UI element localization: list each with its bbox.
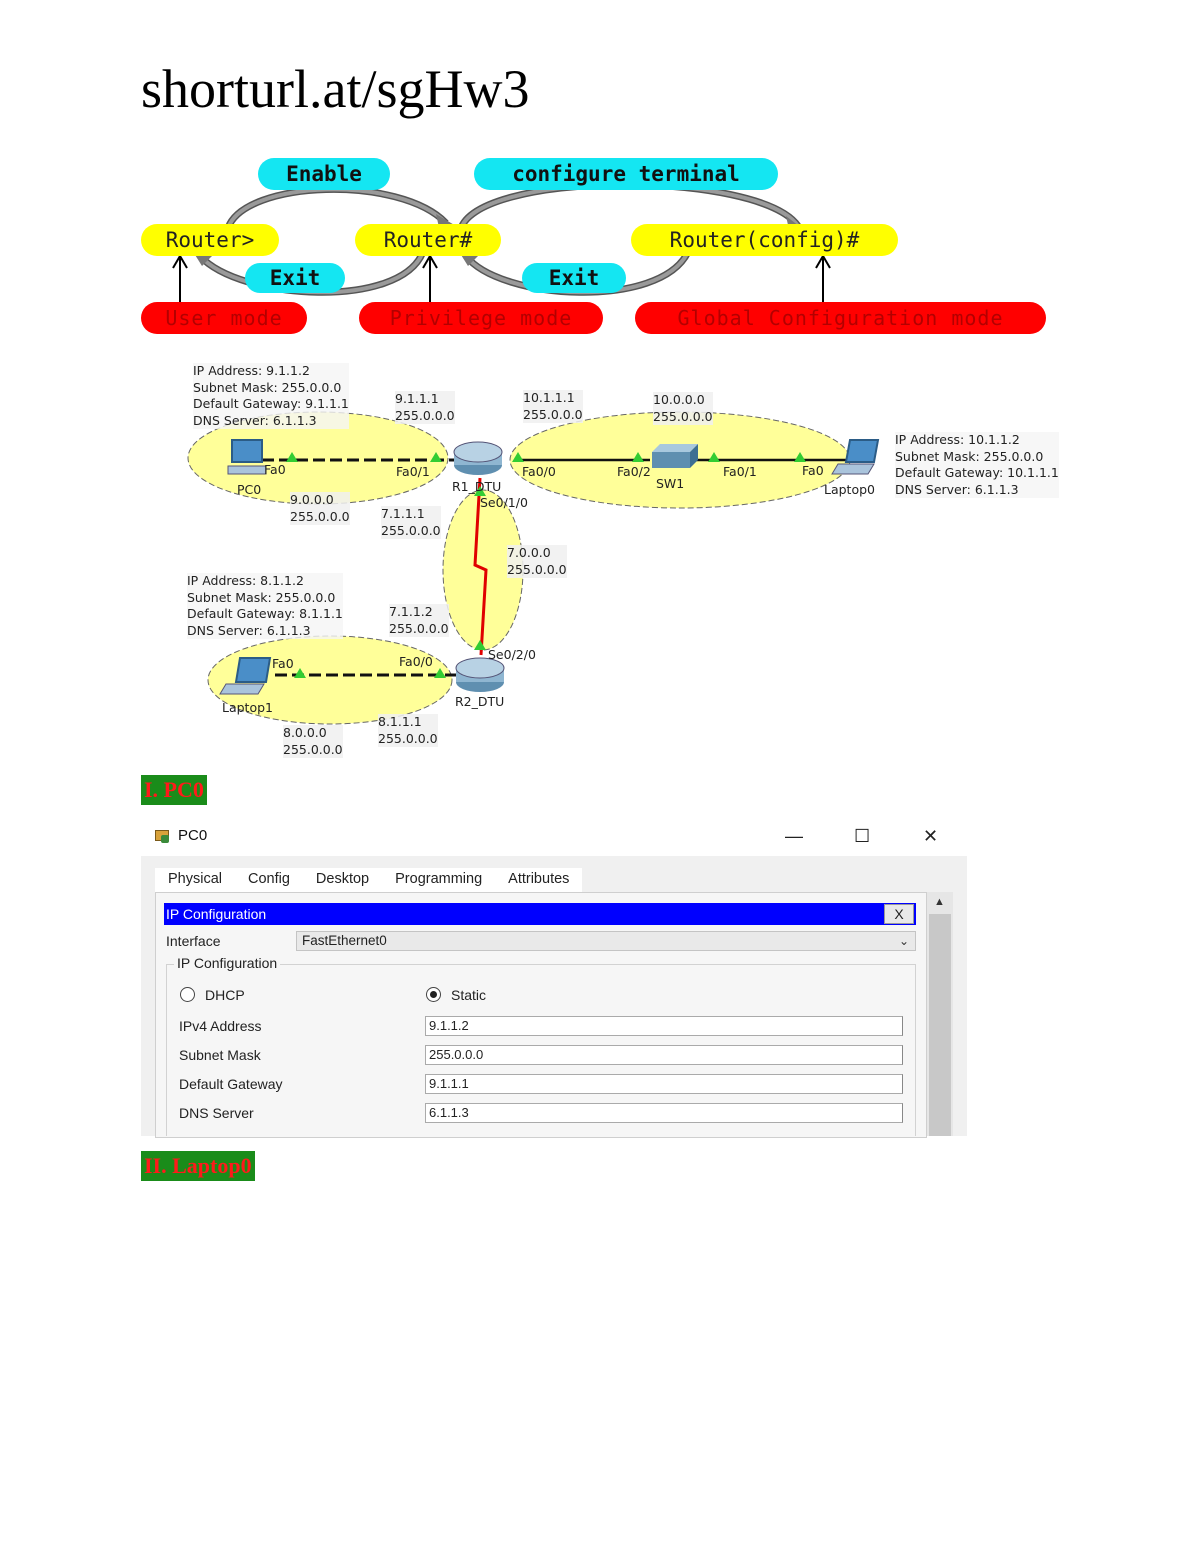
subnet-mask-label: Subnet Mask (179, 1047, 261, 1063)
laptop1-label: Laptop1 (222, 700, 273, 715)
section-heading-pc0: I. PC0 (141, 775, 207, 805)
laptop1-ip-note: IP Address: 8.1.1.2 Subnet Mask: 255.0.0.0 Default Gateway: 8.1.1.1 DNS Server: 6.1.1.3 (187, 573, 343, 638)
r1-fa01-port-label: Fa0/1 (396, 464, 430, 479)
close-window-button[interactable]: ✕ (923, 826, 939, 846)
tab-config[interactable]: Config (248, 871, 290, 887)
page-title: shorturl.at/sgHw3 (141, 59, 530, 119)
vertical-scrollbar[interactable] (927, 892, 953, 1136)
tab-desktop[interactable]: Desktop (303, 868, 382, 892)
default-gateway-field[interactable]: 9.1.1.1 (425, 1074, 903, 1094)
r1-serial-ip-label: 7.1.1.1 255.0.0.0 (381, 506, 441, 538)
subnet-mask-field[interactable]: 255.0.0.0 (425, 1045, 903, 1065)
tab-programming[interactable]: Programming (395, 871, 483, 887)
pc0-port-label: Fa0 (264, 462, 286, 477)
r2-label: R2_DTU (455, 694, 505, 709)
ip-config-close-button[interactable]: X (884, 904, 914, 924)
privilege-mode-label: Privilege mode (359, 302, 603, 334)
r2-fa00-port-label: Fa0/0 (399, 654, 433, 669)
sw1-label: SW1 (656, 476, 685, 491)
ipv4-address-label: IPv4 Address (179, 1018, 262, 1034)
exit-command-2: Exit (522, 263, 626, 293)
tab-physical[interactable]: Physical (168, 871, 222, 887)
pc-app-icon (153, 828, 171, 844)
network-9-label: 9.0.0.0 255.0.0.0 (290, 492, 350, 524)
minimize-button[interactable]: — (785, 826, 803, 846)
router-privilege-prompt: Router# (355, 224, 501, 256)
enable-command: Enable (258, 158, 390, 190)
dhcp-radio[interactable] (180, 987, 195, 1002)
user-mode-label: User mode (141, 302, 307, 334)
static-radio[interactable] (426, 987, 441, 1002)
r1-fa01-ip-label: 9.1.1.1 255.0.0.0 (395, 391, 455, 423)
section-heading-laptop0: II. Laptop0 (141, 1151, 255, 1181)
r1-serial-port-label: Se0/1/0 (480, 495, 528, 510)
r2-fa00-ip-label: 8.1.1.1 255.0.0.0 (378, 714, 438, 746)
window-title-bar (153, 827, 207, 844)
scroll-up-icon[interactable]: ▲ (934, 896, 945, 908)
laptop1-port-label: Fa0 (272, 656, 294, 671)
router-r1-icon (454, 442, 502, 475)
tab-attributes[interactable]: Attributes (508, 871, 570, 887)
switch-sw1-icon (652, 444, 698, 468)
static-label: Static (451, 987, 487, 1003)
dhcp-label: DHCP (205, 987, 245, 1003)
sw1-fa01-port-label: Fa0/1 (723, 464, 757, 479)
dns-server-label: DNS Server (179, 1105, 254, 1121)
interface-label: Interface (166, 933, 221, 949)
maximize-button[interactable]: ☐ (854, 826, 871, 846)
dns-server-field[interactable]: 6.1.1.3 (425, 1103, 903, 1123)
laptop0-port-label: Fa0 (802, 463, 824, 478)
scrollbar-thumb[interactable] (929, 914, 951, 1136)
network-10-label: 10.0.0.0 255.0.0.0 (653, 392, 713, 424)
router-user-prompt: Router> (141, 224, 279, 256)
pc0-icon (228, 440, 266, 474)
router-config-prompt: Router(config)# (631, 224, 898, 256)
window-title: PC0 (178, 827, 208, 844)
laptop0-ip-note: IP Address: 10.1.1.2 Subnet Mask: 255.0.0.0 Default Gateway: 10.1.1.1 DNS Server: 6.1.1.3 (895, 432, 1059, 497)
global-configuration-mode-label: Global Configuration mode (635, 302, 1046, 334)
interface-select[interactable]: FastEthernet0 ⌄ (296, 931, 916, 951)
ip-configuration-header: IP Configuration (164, 903, 916, 925)
r2-serial-ip-label: 7.1.1.2 255.0.0.0 (389, 604, 449, 636)
default-gateway-label: Default Gateway (179, 1076, 283, 1092)
laptop0-label: Laptop0 (824, 482, 875, 497)
tab-bar (155, 868, 582, 892)
exit-command-1: Exit (245, 263, 345, 293)
pc0-label: PC0 (237, 482, 262, 497)
pc0-ip-note: IP Address: 9.1.1.2 Subnet Mask: 255.0.0.0 Default Gateway: 9.1.1.1 DNS Server: 6.1.1.3 (193, 363, 349, 428)
chevron-down-icon: ⌄ (898, 934, 909, 948)
configure-terminal-command: configure terminal (474, 158, 778, 190)
r1-fa00-ip-label: 10.1.1.1 255.0.0.0 (523, 390, 583, 422)
r1-label: R1_DTU (452, 479, 502, 494)
sw1-fa02-port-label: Fa0/2 (617, 464, 651, 479)
network-8-label: 8.0.0.0 255.0.0.0 (283, 725, 343, 757)
ip-configuration-group-title: IP Configuration (174, 955, 280, 971)
r2-serial-port-label: Se0/2/0 (488, 647, 536, 662)
ipv4-address-field[interactable]: 9.1.1.2 (425, 1016, 903, 1036)
r1-fa00-port-label: Fa0/0 (522, 464, 556, 479)
network-7-label: 7.0.0.0 255.0.0.0 (507, 545, 567, 577)
